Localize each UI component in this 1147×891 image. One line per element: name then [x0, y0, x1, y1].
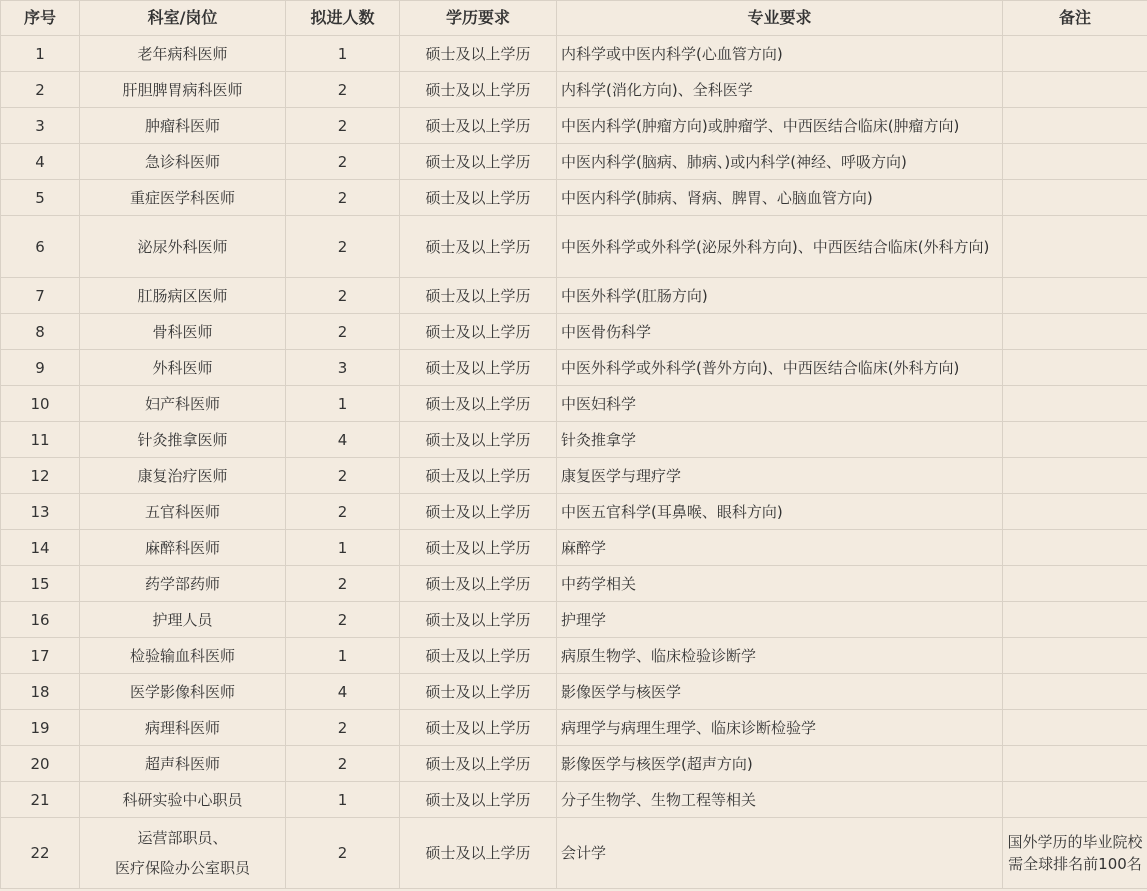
cell-dept: 重症医学科医师 [80, 180, 286, 216]
cell-no: 22 [1, 818, 80, 889]
header-row [1, 1, 1147, 36]
cell-major: 中药学相关 [557, 566, 1003, 602]
cell-education: 硕士及以上学历 [400, 602, 557, 638]
cell-note [1003, 674, 1147, 710]
cell-note [1003, 782, 1147, 818]
cell-count: 1 [286, 36, 400, 72]
table-row [1, 494, 1147, 530]
cell-dept-line: 医疗保险办公室职员 [114, 859, 250, 877]
cell-no: 13 [1, 494, 80, 530]
cell-no: 19 [1, 710, 80, 746]
cell-education: 硕士及以上学历 [400, 350, 557, 386]
cell-no: 15 [1, 566, 80, 602]
cell-education: 硕士及以上学历 [400, 314, 557, 350]
table-row [1, 458, 1147, 494]
cell-dept: 骨科医师 [80, 314, 286, 350]
cell-major: 中医内科学(脑病、肺病、)或内科学(神经、呼吸方向) [557, 144, 1003, 180]
cell-dept: 科研实验中心职员 [80, 782, 286, 818]
cell-education: 硕士及以上学历 [400, 108, 557, 144]
table-row [1, 144, 1147, 180]
cell-education: 硕士及以上学历 [400, 386, 557, 422]
table-row [1, 278, 1147, 314]
cell-major: 中医外科学或外科学(泌尿外科方向)、中西医结合临床(外科方向) [557, 216, 1003, 278]
cell-no: 10 [1, 386, 80, 422]
cell-no: 21 [1, 782, 80, 818]
cell-note [1003, 108, 1147, 144]
cell-dept: 麻醉科医师 [80, 530, 286, 566]
cell-education: 硕士及以上学历 [400, 180, 557, 216]
cell-note [1003, 710, 1147, 746]
cell-education: 硕士及以上学历 [400, 710, 557, 746]
cell-count: 1 [286, 638, 400, 674]
cell-note [1003, 638, 1147, 674]
cell-major: 内科学或中医内科学(心血管方向) [557, 36, 1003, 72]
cell-dept: 针灸推拿医师 [80, 422, 286, 458]
cell-education: 硕士及以上学历 [400, 36, 557, 72]
cell-note [1003, 180, 1147, 216]
cell-no: 14 [1, 530, 80, 566]
cell-major: 影像医学与核医学(超声方向) [557, 746, 1003, 782]
cell-major: 中医内科学(肺病、肾病、脾胃、心脑血管方向) [557, 180, 1003, 216]
cell-major: 针灸推拿学 [557, 422, 1003, 458]
cell-no: 9 [1, 350, 80, 386]
table-row [1, 818, 1147, 889]
table-row [1, 108, 1147, 144]
header-major: 专业要求 [557, 1, 1003, 36]
cell-no: 3 [1, 108, 80, 144]
cell-count: 2 [286, 746, 400, 782]
cell-no: 18 [1, 674, 80, 710]
table-row [1, 180, 1147, 216]
cell-major: 中医骨伤科学 [557, 314, 1003, 350]
cell-dept: 肝胆脾胃病科医师 [80, 72, 286, 108]
table-row [1, 36, 1147, 72]
cell-dept-line: 运营部职员、 [137, 829, 228, 847]
table-row [1, 638, 1147, 674]
cell-dept: 妇产科医师 [80, 386, 286, 422]
cell-count: 1 [286, 782, 400, 818]
cell-major: 护理学 [557, 602, 1003, 638]
cell-major: 内科学(消化方向)、全科医学 [557, 72, 1003, 108]
cell-count: 2 [286, 602, 400, 638]
cell-note [1003, 36, 1147, 72]
cell-education: 硕士及以上学历 [400, 216, 557, 278]
cell-count: 2 [286, 144, 400, 180]
cell-education: 硕士及以上学历 [400, 458, 557, 494]
cell-major: 影像医学与核医学 [557, 674, 1003, 710]
cell-note [1003, 458, 1147, 494]
table-row [1, 72, 1147, 108]
cell-education: 硕士及以上学历 [400, 72, 557, 108]
cell-note: 国外学历的毕业院校需全球排名前100名 [1003, 818, 1147, 889]
cell-note [1003, 314, 1147, 350]
cell-dept: 五官科医师 [80, 494, 286, 530]
cell-major: 麻醉学 [557, 530, 1003, 566]
cell-major: 分子生物学、生物工程等相关 [557, 782, 1003, 818]
cell-count: 2 [286, 818, 400, 889]
cell-note [1003, 566, 1147, 602]
cell-no: 8 [1, 314, 80, 350]
cell-count: 2 [286, 278, 400, 314]
cell-no: 11 [1, 422, 80, 458]
cell-major: 中医外科学或外科学(普外方向)、中西医结合临床(外科方向) [557, 350, 1003, 386]
cell-education: 硕士及以上学历 [400, 638, 557, 674]
cell-education: 硕士及以上学历 [400, 746, 557, 782]
table-row [1, 566, 1147, 602]
cell-major: 中医妇科学 [557, 386, 1003, 422]
cell-dept: 检验输血科医师 [80, 638, 286, 674]
cell-education: 硕士及以上学历 [400, 422, 557, 458]
cell-no: 4 [1, 144, 80, 180]
table-row [1, 710, 1147, 746]
cell-count: 2 [286, 710, 400, 746]
cell-education: 硕士及以上学历 [400, 818, 557, 889]
cell-count: 2 [286, 494, 400, 530]
cell-no: 6 [1, 216, 80, 278]
cell-education: 硕士及以上学历 [400, 566, 557, 602]
table-row [1, 314, 1147, 350]
header-count: 拟进人数 [286, 1, 400, 36]
cell-note [1003, 278, 1147, 314]
cell-no: 16 [1, 602, 80, 638]
cell-major: 中医外科学(肛肠方向) [557, 278, 1003, 314]
cell-note [1003, 350, 1147, 386]
cell-education: 硕士及以上学历 [400, 494, 557, 530]
cell-dept: 肿瘤科医师 [80, 108, 286, 144]
cell-note [1003, 72, 1147, 108]
table-row [1, 216, 1147, 278]
cell-no: 17 [1, 638, 80, 674]
cell-no: 20 [1, 746, 80, 782]
cell-no: 12 [1, 458, 80, 494]
cell-no: 5 [1, 180, 80, 216]
cell-dept: 病理科医师 [80, 710, 286, 746]
cell-dept: 护理人员 [80, 602, 286, 638]
cell-major: 病理学与病理生理学、临床诊断检验学 [557, 710, 1003, 746]
cell-no: 1 [1, 36, 80, 72]
cell-count: 4 [286, 674, 400, 710]
cell-major: 康复医学与理疗学 [557, 458, 1003, 494]
cell-count: 2 [286, 72, 400, 108]
cell-education: 硕士及以上学历 [400, 674, 557, 710]
cell-count: 2 [286, 566, 400, 602]
table-row [1, 674, 1147, 710]
cell-note [1003, 144, 1147, 180]
table-row [1, 782, 1147, 818]
cell-major: 会计学 [557, 818, 1003, 889]
cell-note [1003, 216, 1147, 278]
table-row [1, 530, 1147, 566]
cell-no: 7 [1, 278, 80, 314]
table-row [1, 602, 1147, 638]
cell-count: 4 [286, 422, 400, 458]
cell-note [1003, 602, 1147, 638]
cell-dept: 泌尿外科医师 [80, 216, 286, 278]
cell-note [1003, 422, 1147, 458]
cell-education: 硕士及以上学历 [400, 144, 557, 180]
table-row [1, 422, 1147, 458]
header-education: 学历要求 [400, 1, 557, 36]
cell-dept [80, 818, 286, 889]
table-row [1, 386, 1147, 422]
cell-count: 2 [286, 314, 400, 350]
cell-major: 病原生物学、临床检验诊断学 [557, 638, 1003, 674]
cell-major: 中医五官科学(耳鼻喉、眼科方向) [557, 494, 1003, 530]
cell-count: 2 [286, 458, 400, 494]
table-row [1, 350, 1147, 386]
cell-education: 硕士及以上学历 [400, 530, 557, 566]
cell-count: 2 [286, 108, 400, 144]
cell-count: 1 [286, 386, 400, 422]
cell-dept: 老年病科医师 [80, 36, 286, 72]
cell-no: 2 [1, 72, 80, 108]
cell-dept: 超声科医师 [80, 746, 286, 782]
cell-dept: 外科医师 [80, 350, 286, 386]
cell-dept: 医学影像科医师 [80, 674, 286, 710]
cell-dept: 肛肠病区医师 [80, 278, 286, 314]
cell-dept: 药学部药师 [80, 566, 286, 602]
cell-count: 2 [286, 216, 400, 278]
cell-note [1003, 746, 1147, 782]
header-dept: 科室/岗位 [80, 1, 286, 36]
cell-education: 硕士及以上学历 [400, 278, 557, 314]
cell-dept: 康复治疗医师 [80, 458, 286, 494]
table-row [1, 746, 1147, 782]
header-note: 备注 [1003, 1, 1147, 36]
cell-note [1003, 530, 1147, 566]
cell-dept: 急诊科医师 [80, 144, 286, 180]
header-no: 序号 [1, 1, 80, 36]
cell-count: 2 [286, 180, 400, 216]
cell-education: 硕士及以上学历 [400, 782, 557, 818]
cell-note [1003, 494, 1147, 530]
cell-count: 3 [286, 350, 400, 386]
cell-count: 1 [286, 530, 400, 566]
cell-major: 中医内科学(肿瘤方向)或肿瘤学、中西医结合临床(肿瘤方向) [557, 108, 1003, 144]
cell-note [1003, 386, 1147, 422]
